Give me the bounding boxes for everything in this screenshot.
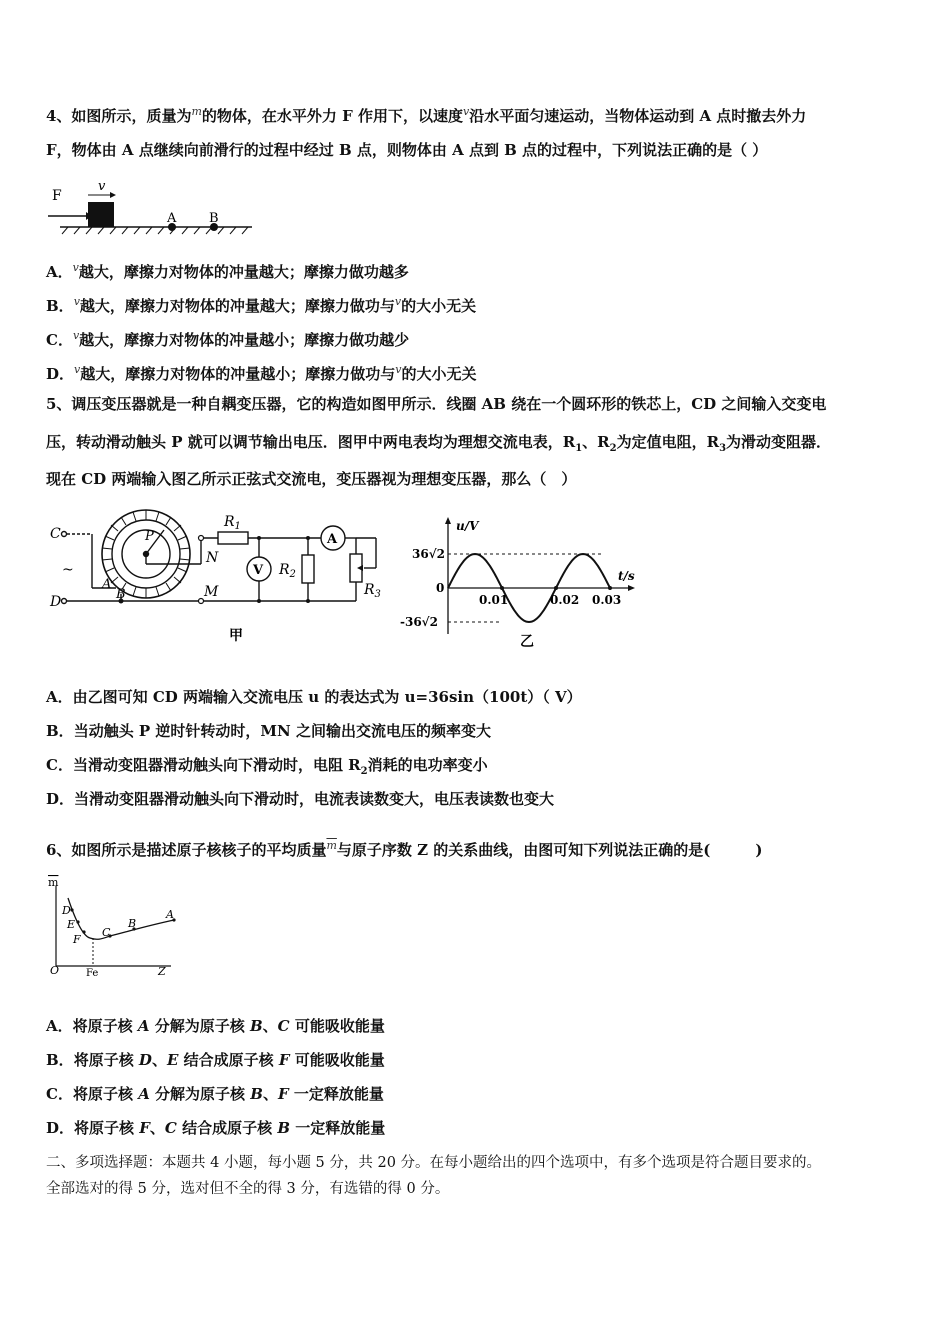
q5-option-b[interactable] — [46, 721, 491, 741]
figure-caption-yi: 乙 — [520, 634, 534, 650]
option-text: 将原子核 — [72, 1017, 138, 1035]
tick-dot — [554, 586, 558, 590]
tick-dot — [608, 586, 612, 590]
option-prefix: D． — [46, 790, 75, 808]
wave-y-arrowhead — [445, 517, 451, 524]
section2-heading-line1: 二、多项选择题：本题共 4 小题，每小题 5 分，共 20 分。在每小题给出的四个选项中，有多个选项是符合题目要求的。 — [46, 1155, 822, 1171]
option-text: 越大，摩擦力对物体的冲量越大；摩擦力做功越多 — [78, 263, 409, 281]
ac-source-symbol: ~ — [62, 562, 74, 578]
velocity-arrowhead — [110, 192, 116, 198]
mean-mass-symbol: m — [326, 839, 337, 852]
q4-stem-line2: F，物体由 A 点继续向前滑行的过程中经过 B 点，则物体由 A 点到 B 点的过程中，下列说法正确的是（ ） — [46, 141, 768, 159]
wave-tick-1: 0.01 — [479, 593, 509, 607]
label-b: B — [116, 587, 126, 602]
option-prefix: B． — [46, 722, 74, 740]
velocity-symbol: v — [395, 363, 402, 376]
point-e-label: E — [67, 918, 76, 931]
q5-text: 压，转动滑动触头 P 就可以调节输出电压．图甲中两电表均为理想交流电表，R — [46, 433, 576, 451]
voltmeter-label: V — [253, 563, 264, 578]
wave-tick-3: 0.03 — [592, 593, 622, 607]
q5-waveform-figure — [400, 516, 640, 652]
option-prefix: A． — [46, 263, 73, 281]
option-text: 越大，摩擦力对物体的冲量越大；摩擦力做功与 — [79, 297, 395, 315]
q5-text: 、R — [582, 433, 610, 451]
option-prefix: D． — [46, 1119, 75, 1137]
graph-y-label: m — [48, 876, 59, 889]
option-text: 将原子核 — [72, 1085, 139, 1103]
wave-ymax-label: 36√2 — [412, 547, 445, 561]
option-prefix: C． — [46, 1085, 73, 1103]
subscript: 2 — [360, 766, 368, 777]
option-text: 越大，摩擦力对物体的冲量越小；摩擦力做功与 — [80, 365, 396, 383]
nucleus-label: D — [138, 1051, 152, 1069]
q6-option-c[interactable] — [46, 1084, 384, 1104]
option-prefix: C． — [46, 756, 73, 774]
q5-option-a[interactable] — [46, 687, 582, 707]
option-text: 可能吸收能量 — [289, 1051, 385, 1069]
q4-text: 的物体，在水平外力 F 作用下，以速度 — [201, 107, 463, 125]
q5-stem-line1: 5、调压变压器就是一种自耦变压器，它的构造如图甲所示．线圈 AB 绕在一个圆环形的铁芯上，CD 之间输入交变电 — [46, 395, 827, 413]
nucleus-label: C — [277, 1017, 290, 1035]
q4-option-b[interactable] — [46, 292, 476, 316]
subscript: 2 — [609, 443, 617, 454]
q6-option-d[interactable] — [46, 1118, 385, 1138]
wave-origin-label: 0 — [436, 581, 445, 595]
point-f-label: F — [73, 933, 81, 946]
terminal-m — [199, 599, 204, 604]
velocity-symbol: v — [72, 261, 79, 274]
option-text: 一定释放能量 — [288, 1085, 384, 1103]
subscript: 3 — [719, 443, 727, 454]
nucleus-label: C — [164, 1119, 177, 1137]
point-b-label: B — [128, 917, 137, 930]
tick-dot — [500, 586, 504, 590]
option-text: 越大，摩擦力对物体的冲量越小；摩擦力做功越少 — [79, 331, 410, 349]
option-prefix: D． — [46, 365, 75, 383]
velocity-symbol: v — [394, 295, 402, 308]
q4-option-c[interactable] — [46, 326, 409, 350]
option-text: 消耗的电功率变小 — [367, 756, 488, 774]
terminal-c — [62, 532, 67, 537]
label-n: N — [206, 550, 219, 566]
option-text: 可能吸收能量 — [289, 1017, 385, 1035]
point-c-label: C — [102, 926, 111, 939]
resistor-r2 — [302, 555, 314, 583]
wave-y-label: u/V — [456, 519, 479, 533]
graph-x-label: Z — [158, 965, 166, 978]
q4-option-a[interactable] — [46, 258, 409, 282]
q5-option-c[interactable] — [46, 755, 488, 782]
point-a-label: A — [166, 908, 174, 921]
label-r2: $R_2$ — [279, 562, 296, 580]
label-a: A — [102, 577, 112, 592]
q4-figure — [46, 176, 256, 238]
nucleus-label: F — [139, 1119, 150, 1137]
option-text: 将原子核 — [73, 1051, 139, 1069]
terminal-d — [62, 599, 67, 604]
label-p: P — [145, 529, 154, 544]
nucleus-label: B — [277, 1119, 291, 1137]
label-m: M — [204, 584, 219, 600]
label-r3: $R_3$ — [364, 582, 381, 600]
option-text: 由乙图可知 CD 两端输入交流电压 u 的表达式为 u=36sin（100t）（ V） — [72, 688, 582, 706]
option-text: 一定释放能量 — [290, 1119, 386, 1137]
q4-text: 4、如图所示，质量为 — [46, 107, 192, 125]
wave-x-label: t/s — [618, 569, 635, 583]
velocity-symbol: v — [463, 105, 470, 118]
nucleus-label: B — [249, 1017, 263, 1035]
q6-text: 与原子序数 Z 的关系曲线，由图可知下列说法正确的是( ) — [336, 841, 763, 859]
q5-text: 为定值电阻，R — [616, 433, 720, 451]
option-prefix: B． — [46, 297, 74, 315]
q6-option-a[interactable] — [46, 1016, 385, 1036]
figure-caption-jia: 甲 — [229, 628, 243, 644]
q5-circuit-figure — [46, 502, 396, 652]
option-prefix: C． — [46, 331, 73, 349]
q6-stem — [46, 836, 762, 860]
option-text: 当动触头 P 逆时针转动时，MN 之间输出交流电压的频率变大 — [73, 722, 491, 740]
option-text: 当滑动变阻器滑动触头向下滑动时，电阻 R — [72, 756, 361, 774]
option-text: 的大小无关 — [401, 297, 477, 315]
force-label: F — [52, 188, 62, 204]
q5-option-d[interactable] — [46, 789, 554, 809]
q5-text: 为滑动变阻器． — [726, 433, 832, 451]
nucleus-label: F — [278, 1051, 290, 1069]
label-r1: $R_1$ — [224, 514, 241, 532]
option-text: 分解为原子核 — [149, 1017, 250, 1035]
mass-symbol: m — [191, 105, 202, 118]
option-text: 、 — [262, 1085, 278, 1103]
nucleus-label: A — [137, 1017, 150, 1035]
option-text: 、 — [151, 1051, 167, 1069]
option-text: 结合成原子核 — [176, 1119, 278, 1137]
resistor-r1 — [218, 532, 248, 544]
point-a-label: A — [167, 211, 177, 226]
terminal-n — [199, 536, 204, 541]
wave-tick-2: 0.02 — [550, 593, 580, 607]
graph-fe-label: Fe — [86, 968, 99, 979]
velocity-symbol: v — [74, 363, 81, 376]
q4-text: 沿水平面匀速运动，当物体运动到 A 点时撤去外力 — [469, 107, 807, 125]
option-text: 结合成原子核 — [178, 1051, 279, 1069]
option-text: 、 — [262, 1017, 278, 1035]
graph-origin: O — [50, 964, 60, 977]
q6-option-b[interactable] — [46, 1050, 385, 1070]
option-prefix: B． — [46, 1051, 74, 1069]
option-prefix: A． — [46, 688, 73, 706]
option-prefix: A． — [46, 1017, 73, 1035]
q4-stem-line1 — [46, 102, 806, 126]
nucleus-label: E — [166, 1051, 179, 1069]
section2-heading-line2: 全部选对的得 5 分，选对但不全的得 3 分，有选错的得 0 分。 — [46, 1181, 450, 1197]
nucleus-label: B — [250, 1085, 263, 1103]
velocity-symbol: v — [72, 329, 80, 342]
q5-stem-line2 — [46, 432, 831, 459]
q5-stem-line3: 现在 CD 两端输入图乙所示正弦式交流电，变压器视为理想变压器，那么（ ） — [46, 470, 577, 488]
option-text: 的大小无关 — [401, 365, 477, 383]
option-text: 将原子核 — [74, 1119, 140, 1137]
q4-option-d[interactable] — [46, 360, 476, 384]
wave-ymin-label: -36√2 — [400, 615, 438, 629]
ammeter-label: A — [327, 532, 338, 547]
q6-graph — [46, 876, 186, 980]
nucleus-label: A — [138, 1085, 150, 1103]
velocity-label: v — [98, 179, 106, 194]
option-text: 当滑动变阻器滑动触头向下滑动时，电流表读数变大，电压表读数也变大 — [74, 790, 555, 808]
block — [88, 202, 114, 227]
option-text: 分解为原子核 — [149, 1085, 251, 1103]
label-d: D — [50, 594, 62, 610]
subscript: 1 — [575, 443, 583, 454]
nucleus-label: F — [277, 1085, 289, 1103]
q6-text: 6、如图所示是描述原子核核子的平均质量 — [46, 841, 327, 859]
point-d-label: D — [62, 904, 71, 917]
velocity-symbol: v — [73, 295, 80, 308]
label-c: C — [50, 526, 61, 542]
point-b-label: B — [209, 211, 219, 226]
ground-hatching — [62, 227, 248, 234]
wave-x-arrowhead — [628, 585, 635, 591]
option-text: 、 — [149, 1119, 165, 1137]
